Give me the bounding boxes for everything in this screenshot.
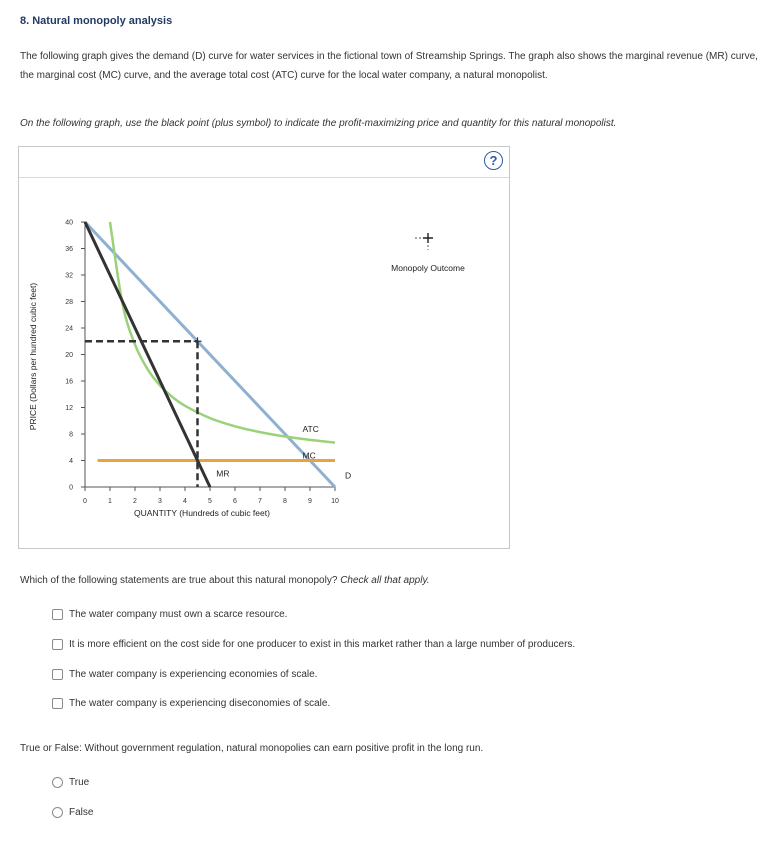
legend-tool-label: Monopoly Outcome xyxy=(391,263,465,273)
radio-button[interactable] xyxy=(52,807,63,818)
radio-option-false[interactable] xyxy=(52,807,93,818)
y-tick-label: 32 xyxy=(65,272,73,280)
x-tick-label: 3 xyxy=(158,498,162,505)
question-heading: 8. Natural monopoly analysis xyxy=(20,15,173,27)
intro-paragraph: The following graph gives the demand (D) curve for water services in the fictional town of Streamship Springs. The graph also shows the marginal revenue (MR) curve, the marginal cost (MC) curve, and the average total cost (ATC) curve for the local water company, a natural monopolist. xyxy=(20,51,758,81)
x-tick-label: 1 xyxy=(108,498,112,505)
series-label-atc: ATC xyxy=(302,424,319,435)
radio-label: False xyxy=(69,807,94,818)
checkbox[interactable] xyxy=(52,609,63,620)
checkbox-label: The water company must own a scarce resource. xyxy=(69,609,288,620)
series-label-mr: MR xyxy=(216,468,230,479)
x-tick-label: 7 xyxy=(258,498,262,505)
checkbox-label: The water company is experiencing economies of scale. xyxy=(69,669,318,680)
series-mr-curve xyxy=(85,222,210,487)
monopoly-outcome-plus-icon xyxy=(423,233,433,243)
x-tick-label: 5 xyxy=(208,498,212,505)
y-tick-label: 24 xyxy=(65,325,73,333)
x-tick-label: 6 xyxy=(233,498,237,505)
question1-prompt xyxy=(20,575,430,586)
checkbox[interactable] xyxy=(52,669,63,680)
chart xyxy=(19,147,509,548)
series-d-curve xyxy=(85,222,335,487)
series-atc-curve xyxy=(110,222,335,443)
radio-label: True xyxy=(69,777,90,788)
y-tick-label: 20 xyxy=(65,352,73,359)
chart-labels xyxy=(28,220,351,519)
y-tick-label: 0 xyxy=(69,484,73,492)
y-tick-label: 16 xyxy=(65,378,73,386)
y-tick-label: 8 xyxy=(69,431,73,439)
question1-hint: Check all that apply. xyxy=(340,575,430,586)
checkbox-option[interactable] xyxy=(52,669,317,680)
y-tick-label: 40 xyxy=(65,219,73,227)
x-tick-label: 2 xyxy=(133,498,137,505)
checkbox-option[interactable] xyxy=(52,698,330,709)
radio-option-true[interactable] xyxy=(52,777,89,788)
x-tick-label: 4 xyxy=(183,498,187,505)
radio-button[interactable] xyxy=(52,777,63,788)
x-axis-title: QUANTITY (Hundreds of cubic feet) xyxy=(134,508,270,518)
chart-legend-tool[interactable] xyxy=(391,233,465,273)
checkbox-option[interactable] xyxy=(52,609,287,620)
checkbox-label: It is more efficient on the cost side for one producer to exist in this market rather than a large number of producers. xyxy=(69,639,576,650)
graph-instruction: On the following graph, use the black point (plus symbol) to indicate the profit-maximizing price and quantity for this natural monopolist. xyxy=(20,118,617,129)
series-label-mc: MC xyxy=(302,450,316,461)
x-tick-label: 0 xyxy=(83,498,87,505)
y-tick-label: 28 xyxy=(65,299,73,306)
checkbox-option[interactable] xyxy=(52,639,575,650)
x-tick-label: 10 xyxy=(331,498,339,505)
y-tick-label: 12 xyxy=(65,405,73,412)
help-icon[interactable]: ? xyxy=(484,151,503,170)
checkbox[interactable] xyxy=(52,698,63,709)
question1-text: Which of the following statements are true about this natural monopoly? xyxy=(20,575,338,586)
y-axis-title: PRICE (Dollars per hundred cubic feet) xyxy=(28,282,38,431)
chart-axes xyxy=(81,222,335,491)
series-label-d: D xyxy=(345,470,352,481)
x-tick-label: 9 xyxy=(308,498,312,505)
graph-panel xyxy=(18,146,510,549)
question2-text: True or False: Without government regulation, natural monopolies can earn positive profit in the long run. xyxy=(20,743,484,754)
x-tick-label: 8 xyxy=(283,498,287,505)
checkbox[interactable] xyxy=(52,639,63,650)
chart-series xyxy=(85,222,335,487)
y-tick-label: 36 xyxy=(65,246,73,253)
y-tick-label: 4 xyxy=(69,458,73,465)
checkbox-label: The water company is experiencing diseconomies of scale. xyxy=(69,698,331,709)
